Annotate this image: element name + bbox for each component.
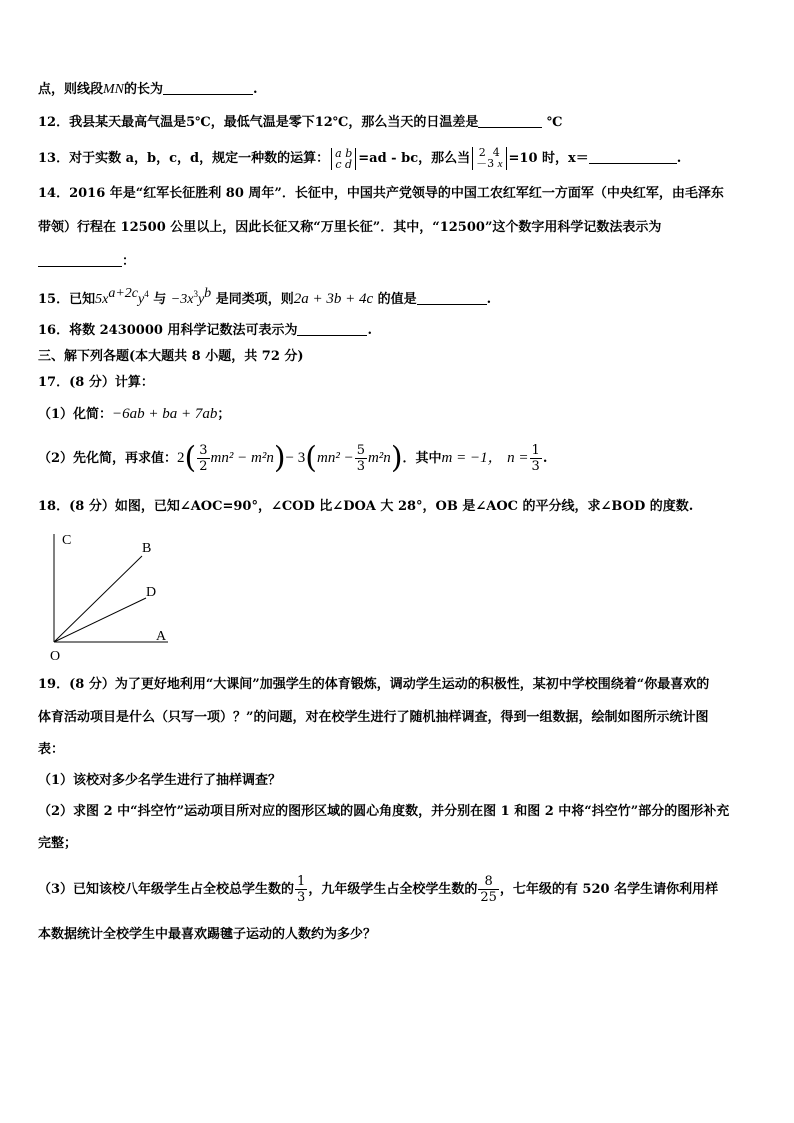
expr-part-1: mn² − m²n bbox=[210, 450, 274, 466]
q13-text-2: =ad - bc，那么当 bbox=[358, 151, 471, 166]
minus-3: − 3 bbox=[285, 450, 306, 466]
q19-part-2-line-1: （2）求图 2 中“抖空竹”运动项目所对应的图形区域的圆心角度数，并分别在图 1 和图 2 中将“抖空竹”部分的图形补充 bbox=[38, 804, 730, 819]
question-13 bbox=[38, 145, 681, 173]
q11-text-2: 的长为 bbox=[124, 82, 164, 97]
label-c: C bbox=[62, 533, 72, 548]
expr-part-3: m²n bbox=[367, 450, 391, 466]
q14-line-3 bbox=[38, 252, 135, 272]
question-16 bbox=[38, 321, 372, 341]
label-a: A bbox=[156, 629, 167, 644]
q15-text: 15．已知 bbox=[38, 292, 96, 307]
answer-blank[interactable] bbox=[417, 290, 487, 305]
q17-part-1 bbox=[38, 404, 230, 425]
term-2: $-3x^3y^b$ bbox=[170, 286, 212, 307]
q11-tail bbox=[38, 80, 258, 100]
q19-p3-text-3: ，七年级的有 520 名学生请你利用样 bbox=[499, 882, 719, 897]
answer-blank[interactable] bbox=[589, 149, 677, 164]
q11-text: 点，则线段 bbox=[38, 82, 104, 97]
angle-figure bbox=[38, 528, 178, 668]
q13-text: 13．对于实数 a，b，c，d，规定一种数的运算： bbox=[38, 151, 330, 166]
q17-part-2: （2）先化简，再求值：2( $\frac{3}{2}$ mn² − m²n)− 3(mn² − $\frac{5}{3}$ m²n)．其中m = −1， n = $\frac{1}{3}$ . bbox=[38, 440, 548, 476]
ray-ob bbox=[54, 556, 142, 642]
coef-2: 2 bbox=[177, 450, 185, 466]
q13-text-3: =10 时，x＝ bbox=[508, 151, 589, 166]
q17-end: . bbox=[542, 451, 548, 466]
answer-blank[interactable] bbox=[163, 80, 253, 95]
label-o: O bbox=[50, 649, 61, 664]
label-b: B bbox=[142, 541, 152, 556]
q18-text: 18．(8 分）如图，已知∠AOC=90°，∠COD 比∠DOA 大 28°，OB 是∠AOC 的平分线，求∠BOD 的度数. bbox=[38, 499, 694, 514]
q16-text: 16．将数 2430000 用科学记数法可表示为 bbox=[38, 323, 298, 338]
q19-part-3 bbox=[38, 870, 718, 910]
fraction-1-3: $\frac{1}{3}$ bbox=[531, 443, 540, 474]
q14-line-1: 14．2016 年是“红军长征胜利 80 周年”．长征中，中国共产党领导的中国工农红军红一方面军（中央红军，由毛泽东 bbox=[38, 186, 724, 201]
q15-text-2: 与 bbox=[153, 292, 167, 307]
q17-p1-end: ； bbox=[217, 407, 231, 422]
q15-expression: 2a + 3b + 4c bbox=[293, 291, 374, 307]
determinant-1: a b c d bbox=[331, 148, 356, 170]
expr-part-2: mn² − bbox=[316, 450, 354, 466]
answer-blank[interactable] bbox=[297, 321, 367, 336]
q12-text: 12．我县某天最高气温是5℃，最低气温是零下12℃，那么当天的日温差是 bbox=[38, 115, 479, 130]
q19-p3-text-2: ，九年级学生占全校学生数的 bbox=[308, 882, 478, 897]
answer-blank[interactable] bbox=[478, 113, 542, 128]
fraction-5-3: $\frac{5}{3}$ bbox=[356, 443, 365, 474]
q17-p1-expression: −6ab + ba + 7ab bbox=[112, 406, 218, 422]
q19-line-1: 19．(8 分）为了更好地利用“大课间”加强学生的体育锻炼，调动学生运动的积极性，某初中学校围绕着“你最喜欢的 bbox=[38, 677, 710, 692]
m-value: m = −1， bbox=[441, 450, 503, 466]
n-label: n = bbox=[507, 450, 529, 466]
q15-text-3: 是同类项，则 bbox=[215, 292, 294, 307]
determinant-2: 2 4 －3 x bbox=[472, 147, 506, 170]
q14-line-2: 带领）行程在 12500 公里以上，因此长征又称“万里长征”．其中，“12500”这个数字用科学记数法表示为 bbox=[38, 220, 662, 235]
q15-text-4: 的值是 bbox=[377, 292, 417, 307]
fraction-1-3: $\frac{1}{3}$ bbox=[297, 874, 306, 905]
q19-p3-text: （3）已知该校八年级学生占全校总学生数的 bbox=[38, 882, 295, 897]
fraction-8-25: $\frac{8}{25}$ bbox=[480, 874, 497, 905]
q12-unit: ℃ bbox=[546, 115, 563, 130]
q17-heading: 17．(8 分）计算： bbox=[38, 375, 154, 390]
section-heading: 三、解下列各题(本大题共 8 小题，共 72 分) bbox=[38, 349, 304, 364]
q19-part-2-line-2: 完整； bbox=[38, 836, 78, 851]
answer-blank[interactable] bbox=[38, 252, 122, 267]
question-12 bbox=[38, 113, 563, 133]
label-d: D bbox=[146, 585, 157, 600]
q17-p1-label: （1）化简： bbox=[38, 407, 113, 422]
q16-end: . bbox=[367, 323, 372, 338]
ray-od bbox=[54, 598, 146, 642]
q17-given: ．其中 bbox=[402, 451, 442, 466]
q11-end: . bbox=[253, 82, 258, 97]
q19-part-3-line-2: 本数据统计全校学生中最喜欢踢毽子运动的人数约为多少？ bbox=[38, 927, 377, 942]
q13-end: . bbox=[676, 151, 682, 166]
q19-line-3: 表： bbox=[38, 742, 65, 757]
fraction-3-2: $\frac{3}{2}$ bbox=[199, 443, 208, 474]
q19-line-2: 体育活动项目是什么（只写一项）？”的问题，对在校学生进行了随机抽样调查，得到一组数据，绘制如图所示统计图 bbox=[38, 710, 709, 725]
q15-end: . bbox=[486, 292, 492, 307]
q19-part-1: （1）该校对多少名学生进行了抽样调查？ bbox=[38, 773, 282, 788]
question-15 bbox=[38, 284, 491, 310]
q17-p2-label: （2）先化简，再求值： bbox=[38, 451, 178, 466]
term-1: $5x^{a+2c}y^4$ bbox=[95, 286, 149, 307]
q14-end: ： bbox=[122, 254, 136, 269]
segment-mn: MN bbox=[103, 82, 125, 97]
